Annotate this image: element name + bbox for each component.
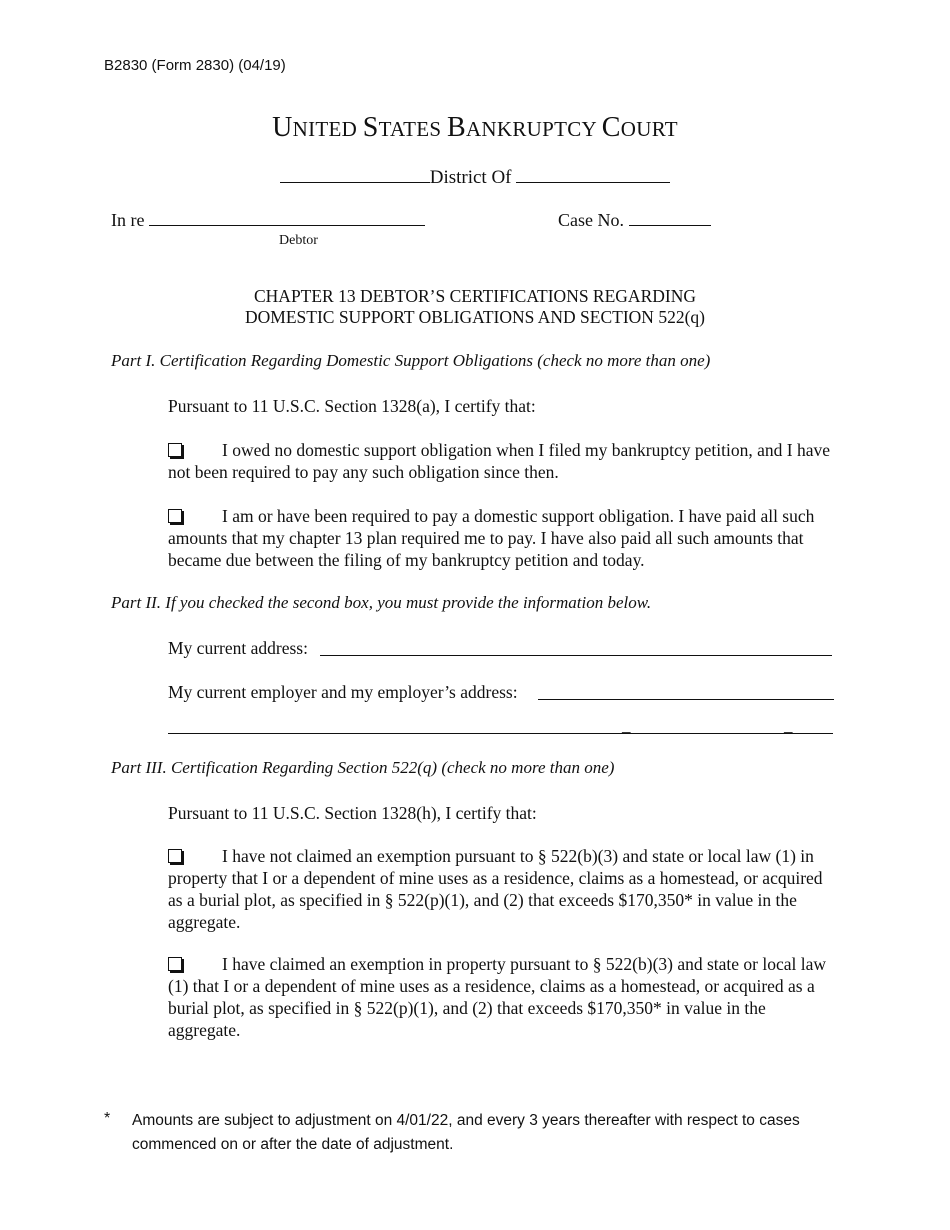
- part3-option2-checkbox[interactable]: [168, 957, 182, 971]
- underscore-mark: _: [622, 716, 631, 735]
- district-blank-right[interactable]: [516, 181, 670, 183]
- court-name-initial: C: [601, 112, 621, 143]
- part1-option1-text: I owed no domestic support obligation when I filed my bankruptcy petition, and I have not been required to pay any such obligation since then.: [168, 440, 830, 482]
- court-name-initial: B: [446, 112, 466, 143]
- part1-option2: [168, 505, 834, 571]
- court-name-initial: S: [362, 112, 379, 143]
- part2-heading: Part II. If you checked the second box, you must provide the information below.: [111, 593, 652, 612]
- current-employer-field[interactable]: [538, 699, 834, 700]
- district-line: [0, 167, 950, 189]
- part1-option2-checkbox[interactable]: [168, 509, 182, 523]
- current-address-field[interactable]: [320, 655, 832, 656]
- case-number-label: Case No.: [558, 210, 624, 230]
- employer-address-line[interactable]: [168, 733, 833, 734]
- in-re-line: [111, 210, 425, 231]
- document-title: [0, 286, 950, 328]
- in-re-label: In re: [111, 210, 145, 230]
- case-number-blank[interactable]: [629, 224, 711, 226]
- current-employer-label: My current employer and my employer’s address:: [168, 682, 518, 702]
- part3-option2: [168, 953, 834, 1041]
- court-name-rest: ANKRUPTCY: [465, 117, 597, 141]
- court-name-rest: NITED: [292, 117, 358, 141]
- part3-option1-text: I have not claimed an exemption pursuant to § 522(b)(3) and state or local law (1) in property that I or a dependent of mine uses as a residence, claims as a homestead, or acquired as a burial plot, as specified in § 522(p)(1), and (2) that exceeds $170,350* in value in the aggregate.: [168, 846, 823, 932]
- part1-option1: [168, 439, 834, 483]
- underscore-mark: _: [784, 716, 793, 735]
- court-name: [0, 112, 950, 144]
- document-title-line1: CHAPTER 13 DEBTOR’S CERTIFICATIONS REGARDING: [254, 286, 696, 306]
- footnote-marker: *: [104, 1110, 111, 1127]
- part1-option2-text: I am or have been required to pay a domestic support obligation. I have paid all such amounts that my chapter 13 plan required me to pay. I have also paid all such amounts that became due between the filing of my bankruptcy petition and today.: [168, 506, 815, 570]
- form-identifier: B2830 (Form 2830) (04/19): [104, 57, 286, 74]
- court-name-rest: TATES: [378, 117, 442, 141]
- part1-option1-checkbox[interactable]: [168, 443, 182, 457]
- current-address-label: My current address:: [168, 638, 308, 658]
- part3-option1-checkbox[interactable]: [168, 849, 182, 863]
- footnote-text: Amounts are subject to adjustment on 4/01/22, and every 3 years thereafter with respect to cases commenced on or after the date of adjustment.: [132, 1112, 800, 1153]
- debtor-name-blank[interactable]: [149, 224, 425, 226]
- part3-heading: Part III. Certification Regarding Section 522(q) (check no more than one): [111, 758, 615, 777]
- document-title-line2: DOMESTIC SUPPORT OBLIGATIONS AND SECTION 522(q): [245, 307, 705, 327]
- district-blank-left[interactable]: [280, 181, 430, 183]
- part1-intro: Pursuant to 11 U.S.C. Section 1328(a), I certify that:: [168, 396, 536, 416]
- district-label: District Of: [429, 167, 512, 188]
- court-name-initial: U: [272, 112, 293, 143]
- court-name-rest: OURT: [620, 117, 678, 141]
- part3-intro: Pursuant to 11 U.S.C. Section 1328(h), I certify that:: [168, 803, 537, 823]
- part3-option1: [168, 845, 834, 933]
- part1-heading: Part I. Certification Regarding Domestic Support Obligations (check no more than one): [111, 351, 711, 370]
- part3-option2-text: I have claimed an exemption in property pursuant to § 522(b)(3) and state or local law (1) that I or a dependent of mine uses as a residence, claims as a homestead, or acquired as a burial plot, as specified in § 522(p)(1), and (2) that exceeds $170,350* in value in the aggregate.: [168, 954, 827, 1040]
- debtor-label: Debtor: [279, 233, 318, 248]
- case-number-line: [558, 210, 711, 231]
